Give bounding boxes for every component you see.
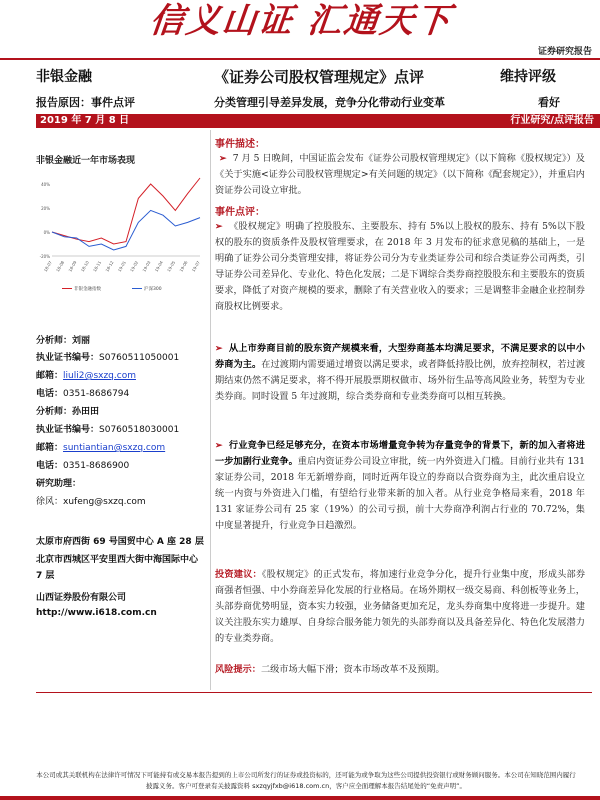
comment-title: 事件点评：	[215, 207, 265, 218]
x-tick-label: 18-11	[92, 260, 103, 273]
arrow-icon: ➢	[215, 343, 223, 354]
x-tick-label: 19-01	[116, 260, 127, 273]
x-tick-label: 18-12	[104, 260, 115, 273]
report-type: 行业研究/点评报告	[510, 115, 594, 126]
investment-advice: 投资建议：《股权规定》的正式发布，将加速行业竞争分化，提升行业集中度，形成头部券商强者恒强、中小券商差异化发展的行业格局。在场外期权一级交易商、科创板等业务上，头部券商优势明显，资本实力较强，业务储备更加充足，龙头券商集中度将进一步提升。建议关注股东实力雄厚、自身综合服务能力领先的头部券商以及具备差异化、特色化发展潜力的专业类券商。	[215, 569, 586, 645]
sector-label: 非银金融	[36, 69, 92, 85]
x-tick-label: 19-05	[166, 260, 177, 273]
arrow-icon: ➢	[215, 221, 223, 232]
email-1: 邮箱：liuli2@sxzq.com	[36, 371, 136, 381]
header-divider	[0, 58, 600, 60]
footer-divider	[36, 692, 592, 693]
report-reason: 报告原因：事件点评	[36, 96, 135, 109]
x-tick-label: 18-10	[79, 260, 90, 273]
rating-label: 维持评级	[500, 69, 556, 85]
legend-label: 非银金融指数	[74, 287, 101, 292]
risk-warning: 风险提示：二级市场大幅下滑；资本市场改革不及预期。	[215, 664, 445, 675]
x-tick-label: 18-08	[55, 260, 66, 273]
footer-bar	[0, 796, 600, 800]
event-paragraph: ➢ 7 月 5 日晚间，中国证监会发布《证券公司股权管理规定》（以下简称《股权规定》）及《关于实施<证券公司股权管理规定>有关问题的规定》（以下简称《配套规定》），并重启内资证券公司设立审批。	[215, 153, 585, 197]
y-tick-label: -20%	[39, 254, 50, 259]
report-date: 2019 年 7 月 8 日	[40, 115, 130, 126]
address-beijing: 北京市西城区平安里西大街中海国际中心 7 层	[36, 555, 199, 581]
series-line-2	[52, 210, 200, 250]
comment-paragraph-2: ➢ 从上市券商目前的股东资产规模来看，大型券商基本均满足要求，不满足要求的以中小券商为主。在过渡期内需要通过增资以满足要求，或者降低持股比例，放弃控制权，若过渡期结束仍然不满足要求，将不得开展股票期权做市、场外衍生品等高风险业务，转型为专业类券商。同时设置 5 年过渡期，综合类券商和专业类券商可以相互转换。	[215, 343, 586, 403]
comment-paragraph-1: ➢ 《股权规定》明确了控股股东、主要股东、持有 5%以上股权的股东、持有 5%以下股权的股东的资质条件及股权管理要求，在 2018 年 3 月发布的征求意见稿的基础上，一是明确了证券公司分类管理安排，将证券公司分为专业类证券公司和综合类证券公司两类，引导证券公司差异化、专业化、特色化发展；二是下调综合类券商控股股东和主要股东的资质要求，降低了对资产规模的要求，删除了有关营业收入的要求；三是调整非金融企业控制券商股权比例要求。	[215, 221, 585, 313]
report-category: 证券研究报告	[537, 47, 592, 57]
phone-1: 电话：0351-8686794	[36, 389, 130, 399]
company-name: 山西证券股份有限公司	[36, 593, 127, 603]
phone-2: 电话：0351-8686900	[36, 461, 130, 471]
date-bar	[36, 114, 600, 128]
company-website[interactable]: http://www.i618.com.cn	[36, 608, 157, 618]
cert-2: 执业证书编号：S0760518030001	[36, 425, 180, 435]
report-subtitle: 分类管理引导差异发展，竞争分化带动行业变革	[214, 96, 445, 109]
x-tick-label: 18-07	[42, 260, 53, 273]
x-tick-label: 19-02	[129, 260, 140, 273]
chart-title: 非银金融近一年市场表现	[36, 156, 136, 166]
x-tick-label: 19-04	[153, 260, 164, 273]
assistant-info: 徐风：xufeng@sxzq.com	[36, 497, 146, 507]
market-performance-chart	[36, 166, 206, 296]
legend-label: 沪深300	[144, 287, 162, 292]
x-tick-label: 18-09	[67, 260, 78, 273]
x-tick-label: 19-07	[190, 260, 201, 273]
x-tick-label: 19-03	[141, 260, 152, 273]
event-title: 事件描述：	[215, 139, 265, 150]
y-tick-label: 40%	[41, 182, 50, 187]
assistant-label: 研究助理：	[36, 479, 82, 489]
cert-1: 执业证书编号：S0760511050001	[36, 353, 180, 363]
arrow-icon: ➢	[215, 440, 223, 451]
column-divider	[210, 130, 211, 690]
outlook-label: 看好	[538, 96, 560, 109]
disclaimer: 本公司或其关联机构在法律许可情况下可能持有或交易本报告提到的上市公司所发行的证券或投资标的，还可能为或争取为这些公司提供投资银行或财务顾问服务。本公司在知晓范围内履行披露义务。客户可登录有关披露资料 sxzqyjfxb@i618.com.cn，客户应全面理解本报告结尾处的“免责声明”。	[36, 771, 576, 790]
email-2: 邮箱：suntiantian@sxzq.com	[36, 443, 166, 453]
brand-slogan: 信义山证 汇通天下	[147, 1, 454, 41]
email-link-1[interactable]: liuli2@sxzq.com	[63, 371, 136, 381]
y-tick-label: 20%	[41, 206, 50, 211]
series-line-1	[52, 178, 200, 244]
y-tick-label: 0%	[43, 230, 50, 235]
x-tick-label: 19-06	[178, 260, 189, 273]
address-taiyuan: 太原市府西街 69 号国贸中心 A 座 28 层	[36, 537, 204, 547]
report-title: 《证券公司股权管理规定》点评	[214, 68, 425, 86]
analyst-2: 分析师：孙田田	[36, 407, 100, 417]
arrow-icon: ➢	[219, 153, 227, 164]
email-link-2[interactable]: suntiantian@sxzq.com	[63, 443, 166, 453]
comment-paragraph-3: ➢ 行业竞争已经足够充分，在资本市场增量竞争转为存量竞争的背景下，新的加入者将进一步加剧行业竞争。重启内资证券公司设立审批，统一内外资进入门槛。目前行业共有 131 家证券公司，2018 年无新增券商，同时近两年设立的券商以合资券商为主，此次重启设立统一内资与外资进入门槛，有望给行业带来新的加入者。从行业竞争格局来看，2018 年 131 家证券公司有 25 家（19%）的公司亏损，前十大券商净利润占行业的 70.72%，集中度显著提升，行业竞争日趋激烈。	[215, 440, 585, 532]
analyst-1: 分析师：刘丽	[36, 336, 91, 346]
